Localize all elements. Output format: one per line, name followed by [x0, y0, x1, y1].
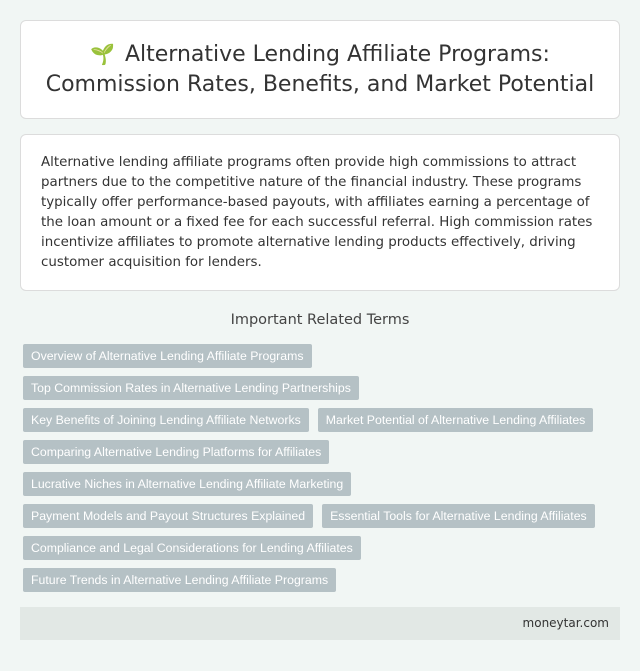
- title-line-1: Alternative Lending Affiliate Programs:: [124, 42, 550, 67]
- related-term-tag[interactable]: Market Potential of Alternative Lending Affiliates: [318, 408, 594, 432]
- related-term-tag[interactable]: Comparing Alternative Lending Platforms for Affiliates: [23, 440, 329, 464]
- related-term-tag[interactable]: Future Trends in Alternative Lending Affiliate Programs: [23, 568, 336, 592]
- related-terms-heading: Important Related Terms: [230, 312, 410, 328]
- related-term-tag[interactable]: Lucrative Niches in Alternative Lending Affiliate Marketing: [23, 472, 351, 496]
- related-terms-list: [23, 344, 603, 592]
- related-term-tag[interactable]: Top Commission Rates in Alternative Lending Partnerships: [23, 376, 359, 400]
- page-title: [46, 39, 595, 100]
- related-term-tag[interactable]: Payment Models and Payout Structures Explained: [23, 504, 313, 528]
- footer-site-link[interactable]: moneytar.com: [522, 616, 609, 630]
- related-term-tag[interactable]: Key Benefits of Joining Lending Affiliate Networks: [23, 408, 309, 432]
- summary-card: [20, 134, 620, 291]
- related-term-tag[interactable]: Essential Tools for Alternative Lending Affiliates: [322, 504, 595, 528]
- related-term-tag[interactable]: Overview of Alternative Lending Affiliate Programs: [23, 344, 312, 368]
- summary-text: Alternative lending affiliate programs often provide high commissions to attract partners due to the competitive nature of the financial industry. These programs typically offer performance-based payouts, with affiliates earning a percentage of the loan amount or a fixed fee for each successful referral. High commission rates incentivize affiliates to promote alternative lending products effectively, driving customer acquisition for lenders.: [41, 155, 593, 270]
- seedling-icon: 🌱: [90, 42, 115, 66]
- footer: [20, 607, 620, 640]
- title-card: [20, 20, 620, 119]
- related-term-tag[interactable]: Compliance and Legal Considerations for Lending Affiliates: [23, 536, 361, 560]
- title-line-2: Commission Rates, Benefits, and Market Potential: [45, 72, 595, 97]
